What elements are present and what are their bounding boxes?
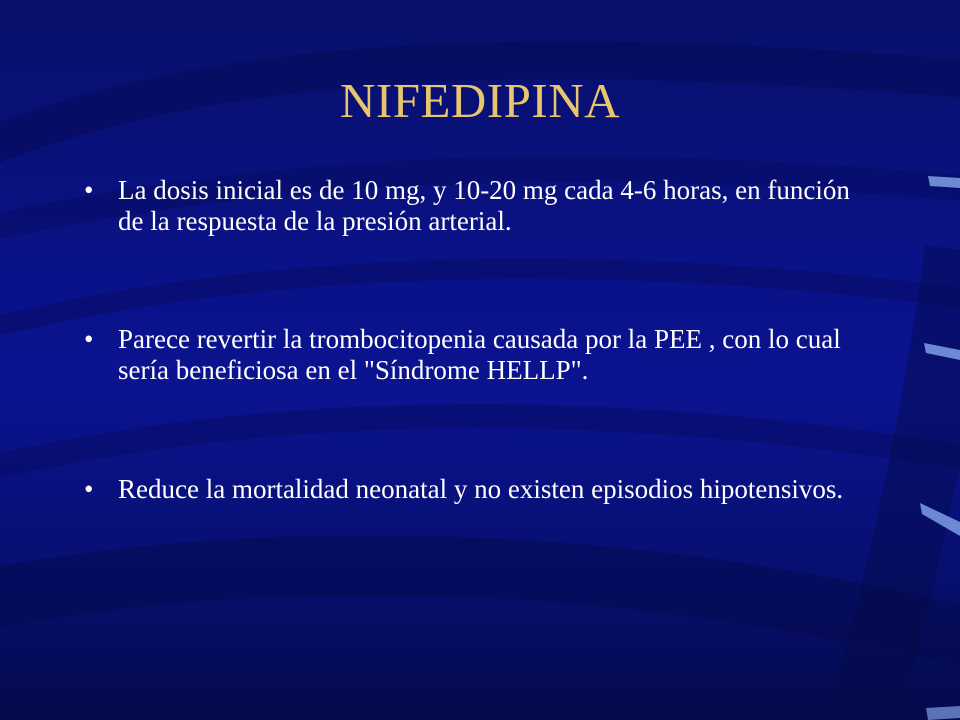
bullet-item [84,474,864,505]
slide-title: NIFEDIPINA [340,73,620,128]
bullet-dot-icon: • [84,175,94,205]
bullet-text: Parece revertir la trombocitopenia causada por la PEE , con lo cual sería beneficiosa en el "Síndrome HELLP". [118,324,841,385]
bullet-dot-icon: • [84,474,94,504]
bullet-list [84,175,864,505]
bullet-text: Reduce la mortalidad neonatal y no existen episodios hipotensivos. [118,474,844,504]
bullet-item [84,324,864,386]
bullet-dot-icon: • [84,324,94,354]
bullet-item [84,175,864,237]
bullet-text: La dosis inicial es de 10 mg, y 10-20 mg cada 4-6 horas, en función de la respuesta de la presión arterial. [118,175,850,236]
